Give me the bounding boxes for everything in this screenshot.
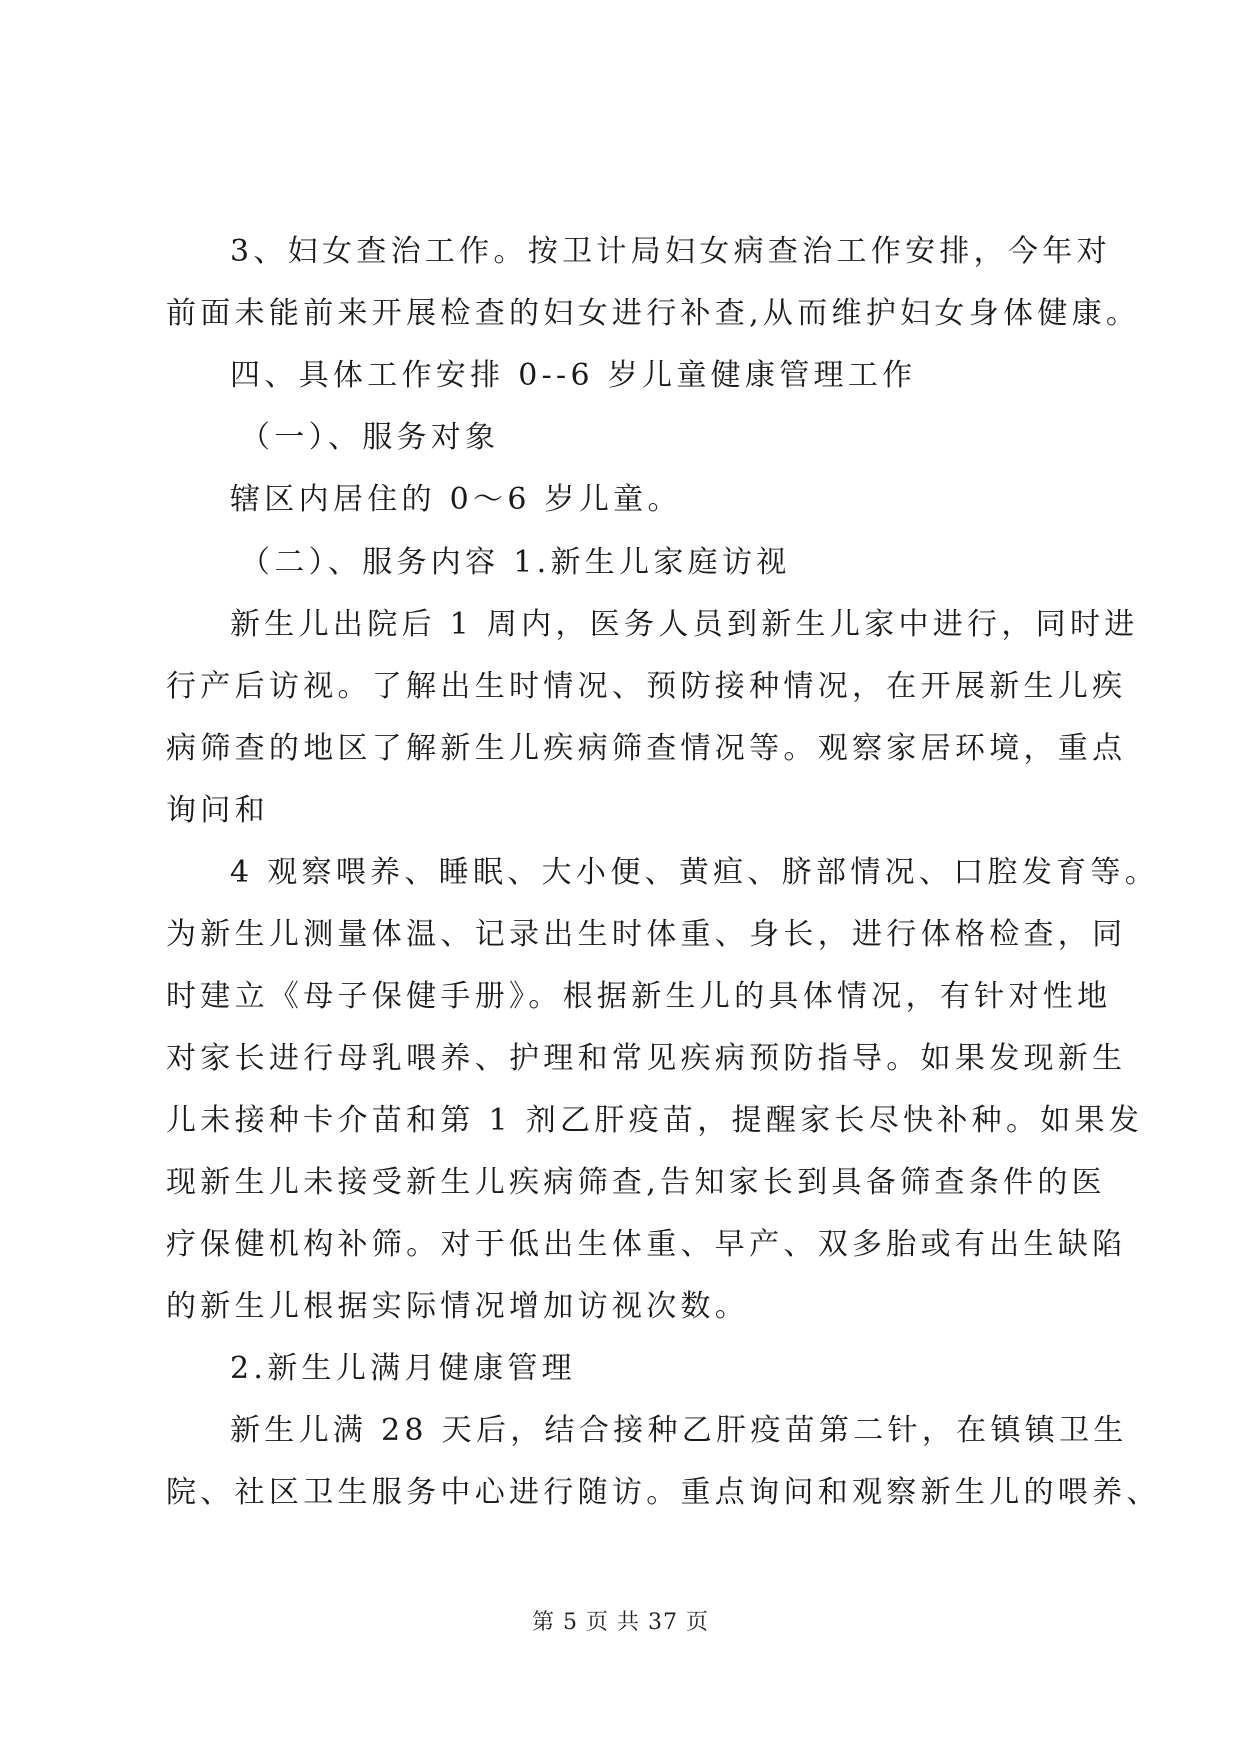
page-footer: 第 5 页 共 37 页 xyxy=(532,1610,709,1635)
subsection-heading: （一）、服务对象 xyxy=(240,420,500,455)
paragraph-line: 病筛查的地区了解新生儿疾病筛查情况等。观察家居环境，重点 xyxy=(166,731,1127,766)
paragraph-line: 4 观察喂养、睡眠、大小便、黄疸、脐部情况、口腔发育等。 xyxy=(230,855,1160,890)
section-heading: 四、具体工作安排 0--6 岁儿童健康管理工作 xyxy=(230,358,917,393)
subsection-heading: （二）、服务内容 1.新生儿家庭访视 xyxy=(240,545,791,580)
paragraph-line: 对家长进行母乳喂养、护理和常见疾病预防指导。如果发现新生 xyxy=(166,1041,1127,1076)
paragraph-line: 为新生儿测量体温、记录出生时体重、身长，进行体格检查，同 xyxy=(166,917,1127,952)
paragraph-line: 疗保健机构补筛。对于低出生体重、早产、双多胎或有出生缺陷 xyxy=(166,1227,1127,1262)
paragraph-line: 现新生儿未接受新生儿疾病筛查,告知家长到具备筛查条件的医 xyxy=(166,1165,1106,1200)
paragraph-line: 新生儿满 28 天后，结合接种乙肝疫苗第二针，在镇镇卫生 xyxy=(230,1413,1128,1448)
paragraph-line: 行产后访视。了解出生时情况、预防接种情况，在开展新生儿疾 xyxy=(166,669,1127,704)
paragraph-line: 前面未能前来开展检查的妇女进行补查,从而维护妇女身体健康。 xyxy=(166,296,1141,331)
paragraph-line: 时建立《母子保健手册》。根据新生儿的具体情况，有针对性地 xyxy=(166,979,1112,1014)
paragraph-line: 辖区内居住的 0～6 岁儿童。 xyxy=(230,482,682,517)
paragraph-line: 的新生儿根据实际情况增加访视次数。 xyxy=(166,1289,750,1324)
paragraph-line: 新生儿出院后 1 周内，医务人员到新生儿家中进行，同时进 xyxy=(230,607,1139,642)
subsection-heading: 2.新生儿满月健康管理 xyxy=(230,1351,576,1386)
paragraph-line: 儿未接种卡介苗和第 1 剂乙肝疫苗，提醒家长尽快补种。如果发 xyxy=(166,1103,1144,1138)
paragraph-line: 院、社区卫生服务中心进行随访。重点询问和观察新生儿的喂养、 xyxy=(166,1475,1161,1510)
paragraph-line: 3、妇女查治工作。按卫计局妇女病查治工作安排，今年对 xyxy=(230,234,1111,269)
paragraph-line: 询问和 xyxy=(166,793,269,828)
